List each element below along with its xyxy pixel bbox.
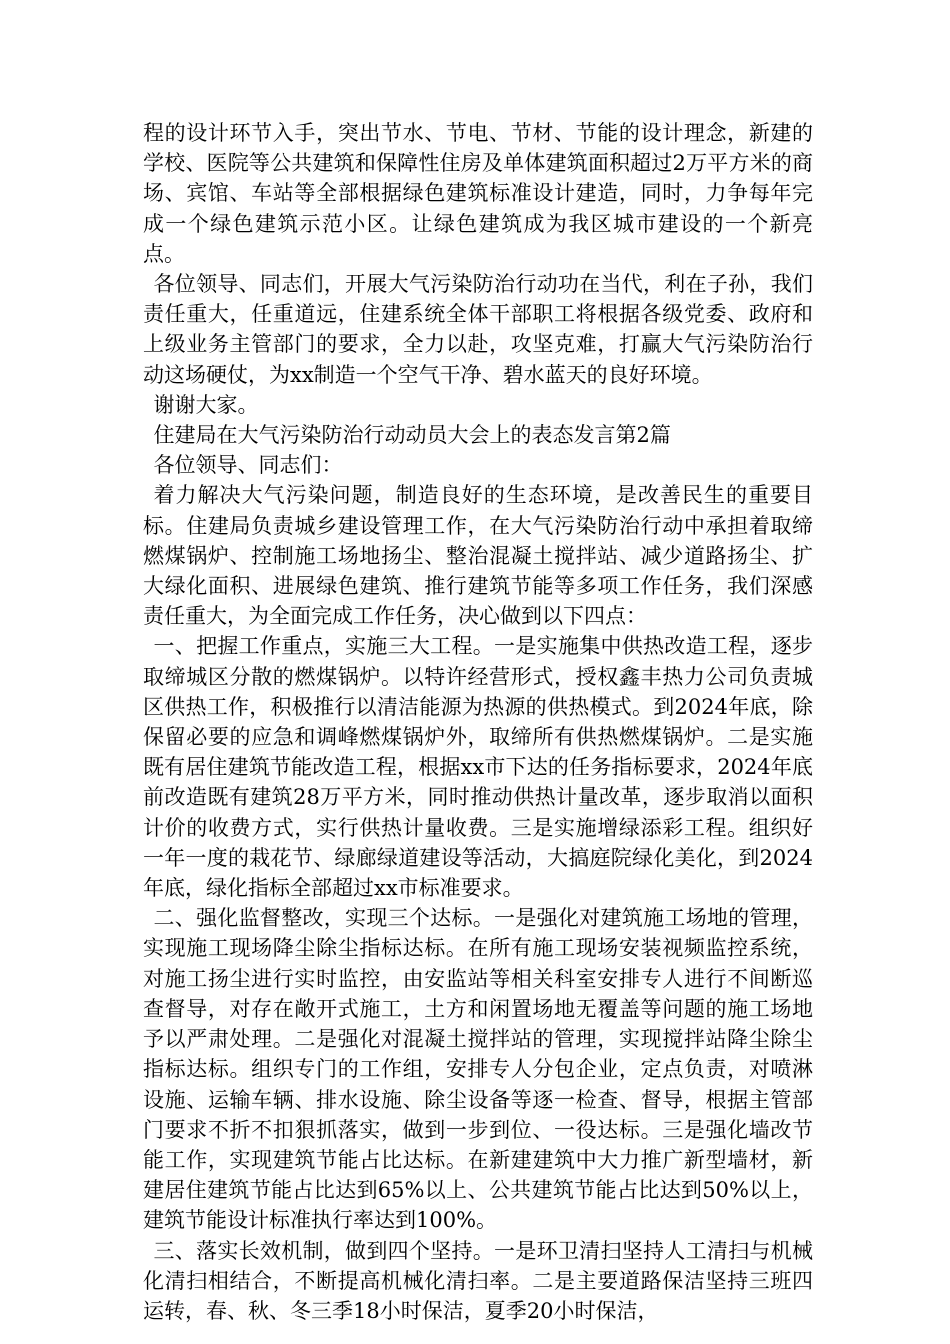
paragraph-introduction: 着力解决大气污染问题，制造良好的生态环境，是改善民生的重要目标。住建局负责城乡建设管理工作，在大气污染防治行动中承担着取缔燃煤锅炉、控制施工场地扬尘、整治混凝土搅拌站、减少道路扬尘、扩大绿化面积、进展绿色建筑、推行建筑节能等多项工作任务，我们深感责任重大，为全面完成工作任务，决心做到以下四点： (143, 483, 813, 629)
section-title: 住建局在大气污染防治行动动员大会上的表态发言第2篇 (153, 423, 671, 448)
paragraph-green-building: 程的设计环节入手，突出节水、节电、节材、节能的设计理念，新建的学校、医院等公共建筑和保障性住房及单体建筑面积超过2万平方米的商场、宾馆、车站等全部根据绿色建筑标准设计建造，同时，力争每年完成一个绿色建筑示范小区。让绿色建筑成为我区城市建设的一个新亮点。 (143, 121, 813, 266)
paragraph-point-three: 三、落实长效机制，做到四个坚持。一是环卫清扫坚持人工清扫与机械化清扫相结合，不断提高机械化清扫率。二是主要道路保洁坚持三班四运转，春、秋、冬三季18小时保洁，夏季20小时保洁， (143, 1238, 813, 1323)
document-body (143, 118, 813, 1326)
paragraph-thanks: 谢谢大家。 (153, 392, 259, 417)
salutation: 各位领导、同志们： (153, 453, 343, 478)
paragraph-closing-remarks: 各位领导、同志们，开展大气污染防治行动功在当代，利在子孙，我们责任重大，任重道远，住建系统全体干部职工将根据各级党委、政府和上级业务主管部门的要求，全力以赴，攻坚克难，打赢大气污染防治行动这场硬仗，为xx制造一个空气干净、碧水蓝天的良好环境。 (143, 272, 813, 387)
paragraph-point-one: 一、把握工作重点，实施三大工程。一是实施集中供热改造工程，逐步取缔城区分散的燃煤锅炉。以特许经营形式，授权鑫丰热力公司负责城区供热工作，积极推行以清洁能源为热源的供热模式。到2024年底，除保留必要的应急和调峰燃煤锅炉外，取缔所有供热燃煤锅炉。二是实施既有居住建筑节能改造工程，根据xx市下达的任务指标要求，2024年底前改造既有建筑28万平方米，同时推动供热计量改革，逐步取消以面积计价的收费方式，实行供热计量收费。三是实施增绿添彩工程。组织好一年一度的栽花节、绿廊绿道建设等活动，大搞庭院绿化美化，到2024年底，绿化指标全部超过xx市标准要求。 (143, 634, 813, 901)
paragraph-point-two: 二、强化监督整改，实现三个达标。一是强化对建筑施工场地的管理，实现施工现场降尘除尘指标达标。在所有施工现场安装视频监控系统，对施工扬尘进行实时监控，由安监站等相关科室安排专人进行不间断巡查督导，对存在敞开式施工，土方和闲置场地无覆盖等问题的施工场地予以严肃处理。二是强化对混凝土搅拌站的管理，实现搅拌站降尘除尘指标达标。组织专门的工作组，安排专人分包企业，定点负责，对喷淋设施、运输车辆、排水设施、除尘设备等逐一检查、督导，根据主管部门要求不折不扣狠抓落实，做到一步到位、一役达标。三是强化墙改节能工作，实现建筑节能占比达标。在新建建筑中大力推广新型墙材，新建居住建筑节能占比达到65%以上、公共建筑节能占比达到50%以上，建筑节能设计标准执行率达到100%。 (143, 906, 813, 1233)
